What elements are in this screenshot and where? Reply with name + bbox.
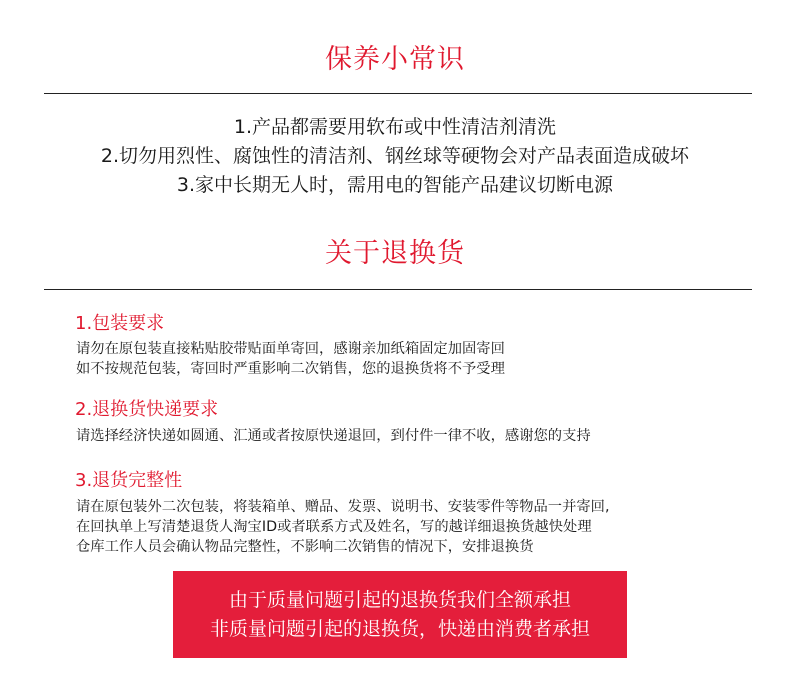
requirement-line: 请选择经济快递如圆通、汇通或者按原快递退回，到付件一律不收，感谢您的支持 — [76, 428, 591, 444]
banner-line: 由于质量问题引起的退换货我们全额承担 — [228, 589, 571, 611]
care-tip: 1.产品都需要用软布或中性清洁剂清洗 — [233, 116, 557, 138]
returns-divider — [44, 289, 752, 290]
requirement-body — [76, 426, 591, 446]
care-title: 保养小常识 — [325, 44, 465, 75]
return-policy-banner — [173, 571, 627, 658]
requirement-title: 2.退换货快递要求 — [75, 399, 219, 420]
returns-title: 关于退换货 — [325, 238, 465, 269]
care-tip: 3.家中长期无人时，需用电的智能产品建议切断电源 — [176, 174, 614, 196]
requirement-line: 请勿在原包装直接粘贴胶带贴面单寄回，感谢亲加纸箱固定加固寄回 — [76, 341, 505, 357]
requirement-body — [76, 497, 610, 557]
requirement-line: 如不按规范包装，寄回时严重影响二次销售，您的退换货将不予受理 — [76, 361, 505, 377]
care-divider — [44, 93, 752, 94]
requirement-body — [76, 339, 505, 379]
requirement-line: 在回执单上写清楚退货人淘宝ID或者联系方式及姓名，写的越详细退换货越快处理 — [76, 519, 592, 535]
banner-line: 非质量问题引起的退换货，快递由消费者承担 — [209, 618, 590, 640]
requirement-title: 3.退货完整性 — [75, 470, 183, 491]
requirement-line: 仓库工作人员会确认物品完整性，不影响二次销售的情况下，安排退换货 — [76, 539, 534, 555]
care-tips-list — [0, 113, 790, 200]
care-tip: 2.切勿用烈性、腐蚀性的清洁剂、钢丝球等硬物会对产品表面造成破坏 — [100, 145, 690, 167]
requirement-line: 请在原包装外二次包装，将装箱单、赠品、发票、说明书、安装零件等物品一并寄回, — [76, 499, 610, 515]
requirement-title: 1.包装要求 — [75, 313, 165, 334]
